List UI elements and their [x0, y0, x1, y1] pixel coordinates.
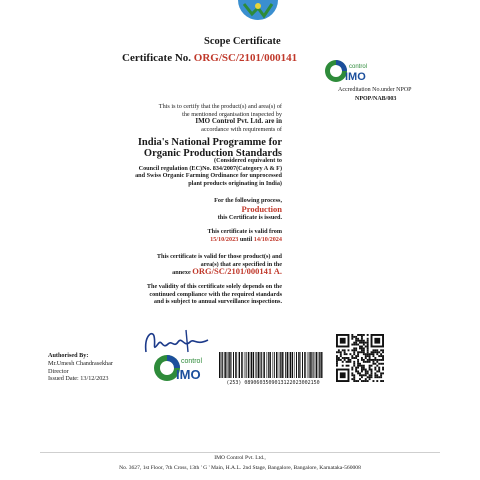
barcode-number: (253) 0890603509013122023002150 [226, 380, 320, 386]
barcode [218, 352, 326, 378]
footer-address: No. 3627, 1st Floor, 7th Cross, 13th ' G ' Main, H.A.L. 2nd Stage, Bangalore, Bangalore, Karnataka-560008 [119, 465, 361, 471]
svg-text:IMO: IMO [176, 367, 201, 382]
authorised-block: Authorised By: Mr.Umesh Chandrasekhar Director Issued Date: 13/12/2023 [48, 352, 113, 383]
process-block: For the following process, Production this Certificate is issued. [60, 197, 282, 221]
valid-until-date: 14/10/2024 [253, 235, 282, 243]
equivalence-note: (Considered equivalent to Council regulation (EC)No. 834/2007(Category A & F) and Swiss Organic Farming Ordinance for unprocessed plant products originating in India) [135, 157, 282, 187]
annex-value: ORG/SC/2101/000141 A. [192, 266, 282, 277]
intro-paragraph: This is to certify that the product(s) and area(s) of the mentioned organisation inspected by IMO Control Pvt. Ltd. are in accordance with requirements of [158, 103, 282, 133]
certificate-number: Certificate No. ORG/SC/2101/000141 [122, 52, 298, 64]
programme-title: India's National Programme for Organic Production Standards [137, 137, 282, 159]
emblem-logo [234, 0, 282, 24]
svg-text:control: control [181, 358, 203, 365]
validity-conditions: The validity of this certificate solely depends on the continued compliance with the required standards and is subject to annual surveillance inspections. [146, 283, 282, 306]
page-title: Scope Certificate [204, 36, 281, 47]
svg-text:IMO: IMO [345, 71, 366, 83]
certificate-number-value: ORG/SC/2101/000141 [193, 52, 298, 64]
imo-logo [323, 58, 375, 84]
svg-text:control: control [349, 64, 368, 70]
annex-block: This certificate is valid for those product(s) and area(s) that are specified in the annexe ORG/SC/2101/000141 A. [156, 253, 282, 277]
accreditation-line: Accreditation No.under NPOP [338, 87, 412, 93]
valid-from-date: 15/10/2023 [210, 235, 239, 243]
accreditation-code: NPOP/NAB/003 [355, 96, 397, 102]
footer-divider [40, 452, 440, 453]
footer-org: IMO Control Pvt. Ltd., [214, 455, 266, 461]
qr-code [336, 334, 384, 382]
process-value: Production [241, 203, 282, 214]
validity-dates: This certificate is valid from 15/10/2023 until 14/10/2024 [207, 228, 282, 243]
